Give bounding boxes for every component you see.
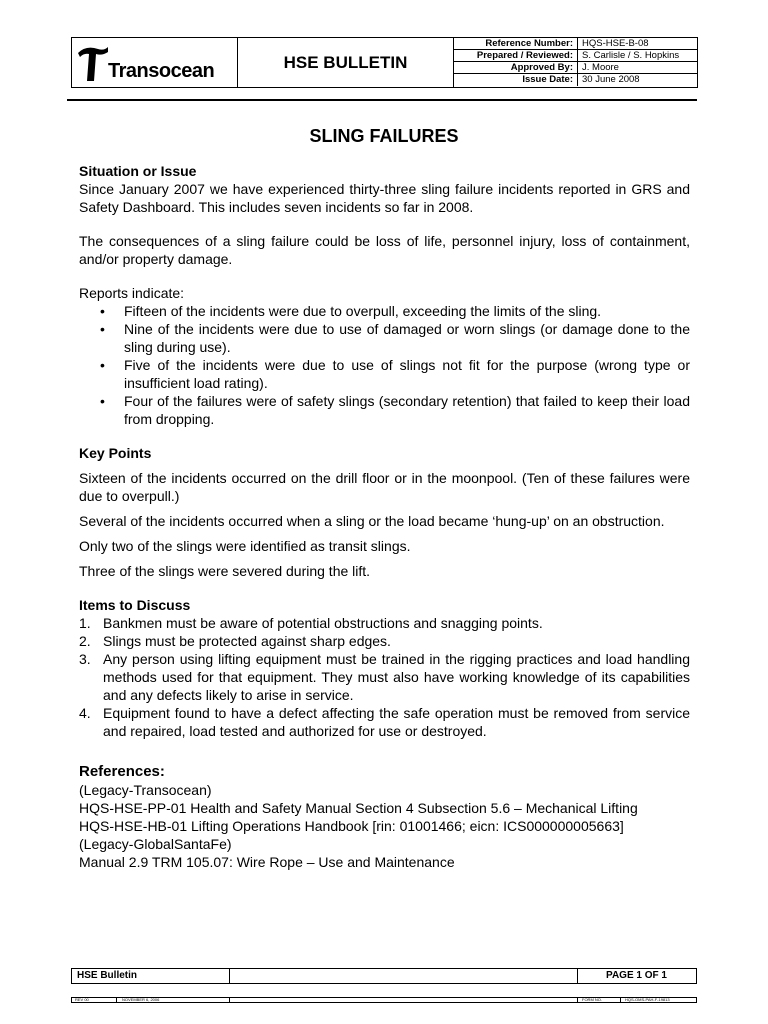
logo (72, 38, 238, 87)
reference-line: HQS-HSE-PP-01 Health and Safety Manual Section 4 Subsection 5.6 – Mechanical Lifting (79, 800, 638, 816)
meta-value: S. Carlisle / S. Hopkins (582, 50, 680, 61)
meta-label: Approved By: (454, 62, 578, 73)
transocean-logo-icon (76, 43, 110, 83)
list-item: 4. Equipment found to have a defect affecting the safe operation must be removed from service and repaired, load tested and authorized for use or destroyed. (79, 705, 690, 739)
meta-label: Prepared / Reviewed: (454, 50, 578, 61)
reference-line: (Legacy-Transocean) (79, 782, 212, 798)
reference-line: (Legacy-GlobalSantaFe) (79, 836, 232, 852)
bullet-icon: • (100, 303, 105, 319)
meta-value: 30 June 2008 (582, 74, 640, 85)
meta-label: Issue Date: (454, 74, 578, 86)
list-item: • Nine of the incidents were due to use of damaged or worn slings (or damage done to the sling during use). (100, 321, 690, 355)
meta-row (454, 74, 697, 86)
form-date: NOVEMBER 6, 2006 (122, 997, 160, 1002)
paragraph: Three of the slings were severed during the lift. (79, 563, 371, 579)
form-footer (71, 997, 697, 1003)
list-item: • Four of the failures were of safety slings (secondary retention) that failed to keep their load from dropping. (100, 393, 690, 427)
paragraph: Since January 2007 we have experienced thirty-three sling failure incidents reported in GRS and Safety Dashboard. This includes seven incidents so far in 2008. (79, 181, 690, 215)
meta-row (454, 50, 697, 62)
meta-label: Reference Number: (454, 38, 578, 49)
bulletin-title: HSE BULLETIN (238, 38, 454, 87)
reference-line: Manual 2.9 TRM 105.07: Wire Rope – Use and Maintenance (79, 854, 455, 870)
page-title: SLING FAILURES (309, 126, 459, 146)
paragraph: Several of the incidents occurred when a sling or the load became ‘hung-up’ on an obstruction. (79, 513, 665, 529)
form-rev: REV 00 (75, 997, 89, 1002)
list-item: • Fifteen of the incidents were due to overpull, exceeding the limits of the sling. (100, 303, 602, 319)
reference-line: HQS-HSE-HB-01 Lifting Operations Handbook [rin: 01001466; eicn: ICS000000005663] (79, 818, 624, 834)
paragraph: The consequences of a sling failure could be loss of life, personnel injury, loss of containment, and/or property damage. (79, 233, 690, 267)
form-no-label: FORM NO. (582, 997, 602, 1002)
header-table (71, 37, 698, 88)
form-no: HQS-OMS-PAH-F-19813 (625, 997, 670, 1002)
list-item: 1. Bankmen must be aware of potential obstructions and snagging points. (79, 615, 543, 631)
footer-left: HSE Bulletin (77, 970, 138, 981)
section-heading: Situation or Issue (79, 163, 197, 179)
paragraph: Reports indicate: (79, 285, 185, 301)
logo-text: Transocean (108, 60, 215, 82)
bullet-icon: • (100, 393, 105, 409)
list-item: 2. Slings must be protected against sharp edges. (79, 633, 391, 649)
bullet-icon: • (100, 357, 105, 373)
list-item: 3. Any person using lifting equipment must be trained in the rigging practices and load handling methods used for that equipment. They must also have working knowledge of its capabilities and any defects likely to arise in service. (79, 651, 690, 703)
paragraph: Only two of the slings were identified as transit slings. (79, 538, 411, 554)
body-content (79, 162, 690, 871)
meta-table (454, 38, 697, 87)
header-rule (67, 99, 697, 101)
meta-value: HQS-HSE-B-08 (582, 38, 649, 49)
meta-value: J. Moore (582, 62, 619, 73)
page-number: PAGE 1 OF 1 (606, 970, 667, 981)
meta-row (454, 62, 697, 74)
section-heading: Key Points (79, 445, 152, 461)
paragraph: Sixteen of the incidents occurred on the drill floor or in the moonpool. (Ten of these failures were due to overpull.) (79, 470, 690, 504)
footer-table (71, 968, 697, 984)
section-heading: Items to Discuss (79, 597, 191, 613)
bullet-icon: • (100, 321, 105, 337)
list-item: • Five of the incidents were due to use of slings not fit for the purpose (wrong type or insufficient load rating). (100, 357, 690, 391)
section-heading: References: (79, 763, 165, 780)
meta-row (454, 38, 697, 50)
